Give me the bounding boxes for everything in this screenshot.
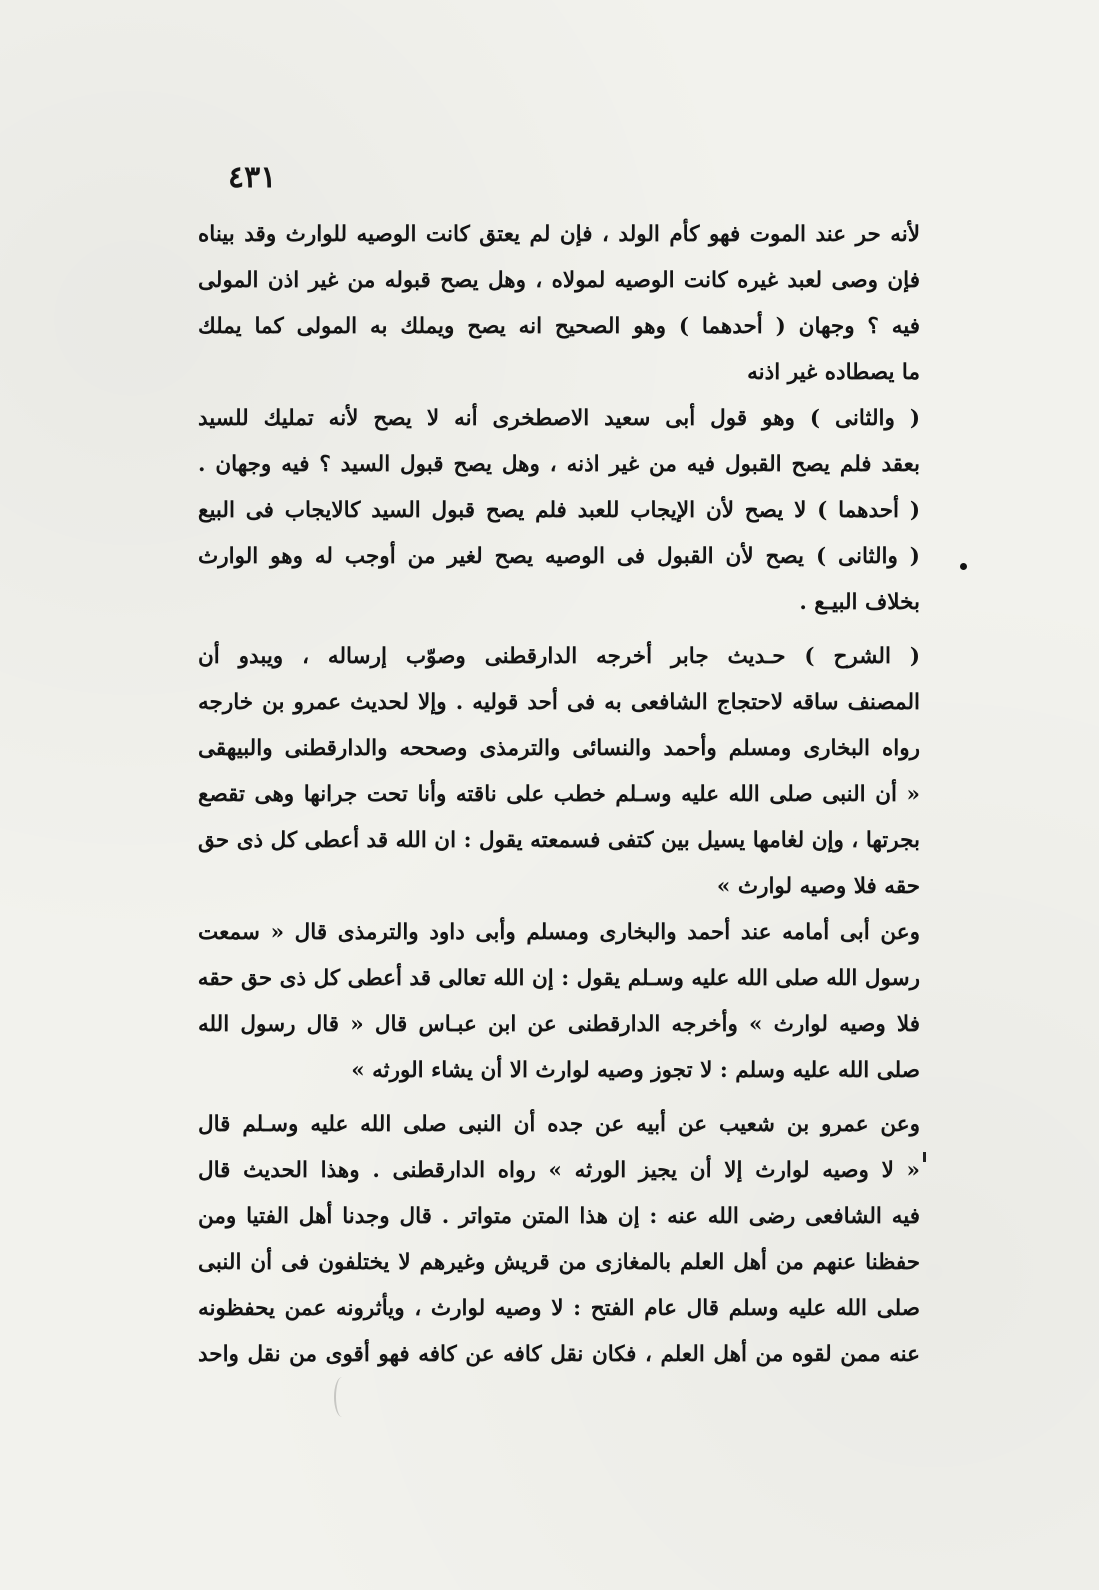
- paragraph-3: [198, 634, 920, 910]
- text-line: بجرتها ، وإن لغامها يسيل بين كتفى فسمعته يقول : ان الله قد أعطى كل ذى حق: [198, 828, 920, 853]
- text-line: رسول الله صلى الله عليه وسـلم يقول : إن الله تعالى قد أعطى كل ذى حق حقه: [198, 966, 920, 991]
- text-line: ( الشرح ) حـديث جابر أخرجه الدارقطنى وصوّب إرساله ، ويبدو أن: [198, 644, 920, 669]
- text-line: صلى الله عليه وسلم قال عام الفتح : لا وصيه لوارث ، ويأثرونه عمن يحفظونه: [198, 1296, 920, 1321]
- text-line: ( والثانى ) يصح لأن القبول فى الوصيه يصح لغير من أوجب له وهو الوارث: [198, 544, 920, 569]
- paragraph-4: [198, 910, 920, 1094]
- text-line: حفظنا عنهم من أهل العلم بالمغازى من قريش وغيرهم لا يختلفون فى أن النبى: [198, 1250, 920, 1275]
- text-line: بعقد فلم يصح القبول فيه من غير اذنه ، وهل يصح قبول السيد ؟ فيه وجهان .: [198, 452, 920, 477]
- section-gap: [198, 626, 920, 634]
- paragraph-2: [198, 396, 920, 626]
- paragraph-5: [198, 1102, 920, 1378]
- text-line: فيه الشافعى رضى الله عنه : إن هذا المتن متواتر . قال وجدنا أهل الفتيا ومن: [198, 1204, 920, 1229]
- text-line: رواه البخارى ومسلم وأحمد والنسائى والترمذى وصححه والدارقطنى والبيهقى: [198, 736, 920, 761]
- text-line: « لا وصيه لوارث إلا أن يجيز الورثه » رواه الدارقطنى . وهذا الحديث قال: [198, 1158, 920, 1183]
- text-line: ما يصطاده غير اذنه: [747, 360, 920, 385]
- paper-smudge: [334, 1377, 350, 1417]
- body-text: [198, 212, 920, 1402]
- text-line: بخلاف البيـع .: [799, 590, 920, 615]
- text-line: فإن وصى لعبد غيره كانت الوصيه لمولاه ، وهل يصح قبوله من غير اذن المولى: [198, 268, 920, 293]
- text-line: لأنه حر عند الموت فهو كأم الولد ، فإن لم يعتق كانت الوصيه للوارث وقد بيناه: [198, 222, 920, 247]
- text-line: وعن عمرو بن شعيب عن أبيه عن جده أن النبى صلى الله عليه وسـلم قال: [198, 1112, 920, 1137]
- text-line: ( والثانى ) وهو قول أبى سعيد الاصطخرى أنه لا يصح لأنه تمليك للسيد: [198, 406, 920, 431]
- text-line: فلا وصيه لوارث » وأخرجه الدارقطنى عن ابن عبـاس قال « قال رسول الله: [198, 1012, 920, 1037]
- page-number: ٤٣١: [228, 160, 277, 195]
- text-line: صلى الله عليه وسلم : لا تجوز وصيه لوارث الا أن يشاء الورثه »: [351, 1058, 920, 1083]
- text-line: فيه ؟ وجهان ( أحدهما ) وهو الصحيح انه يصح ويملك به المولى كما يملك: [198, 314, 920, 339]
- text-line: وعن أبى أمامه عند أحمد والبخارى ومسلم وأبى داود والترمذى قال « سمعت: [198, 920, 920, 945]
- text-line: عنه ممن لقوه من أهل العلم ، فكان نقل كافه عن كافه فهو أقوى من نقل واحد: [198, 1342, 920, 1367]
- margin-dot-mark: [960, 563, 967, 570]
- text-line: حقه فلا وصيه لوارث »: [716, 874, 920, 899]
- section-gap: [198, 1094, 920, 1102]
- margin-tick-mark: [923, 1152, 926, 1162]
- paragraph-1: [198, 212, 920, 396]
- text-line: ( أحدهما ) لا يصح لأن الإيجاب للعبد فلم يصح قبول السيد كالايجاب فى البيع: [198, 498, 920, 523]
- text-line: « أن النبى صلى الله عليه وسـلم خطب على ناقته وأنا تحت جرانها وهى تقصع: [198, 782, 920, 807]
- text-line: المصنف ساقه لاحتجاج الشافعى به فى أحد قوليه . وإلا لحديث عمرو بن خارجه: [198, 690, 920, 715]
